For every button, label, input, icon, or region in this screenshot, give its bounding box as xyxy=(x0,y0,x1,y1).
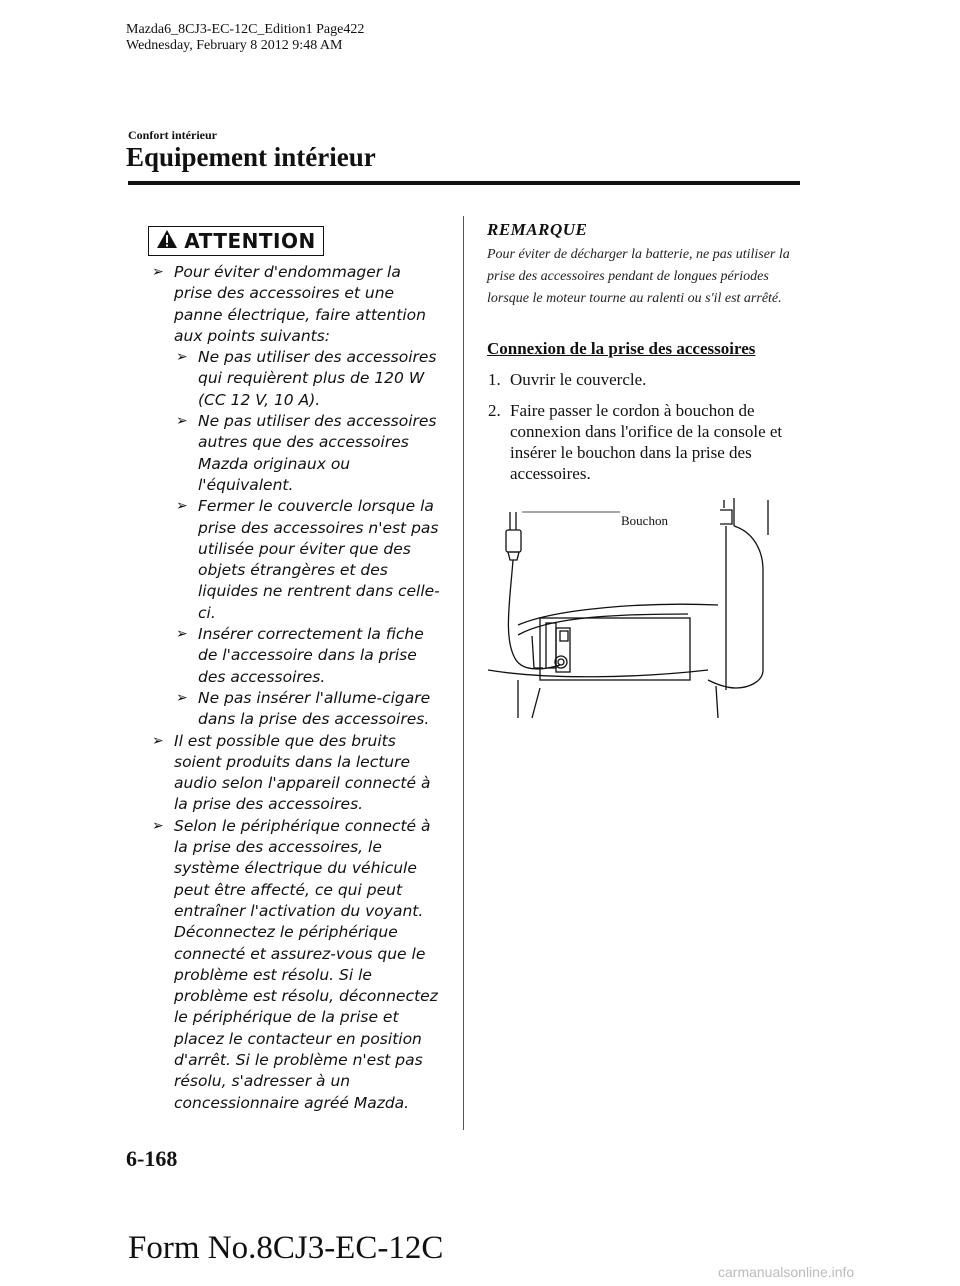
step-number: 1. xyxy=(488,370,501,389)
watermark: carmanualsonline.info xyxy=(718,1264,855,1280)
attention-item-damage xyxy=(150,262,442,731)
attention-subitem: ➢ Ne pas insérer l'allume-cigare dans la prise des accessoires. xyxy=(174,688,442,731)
note-body: Pour éviter de décharger la batterie, ne pas utiliser la prise des accessoires pendant de longues périodes lorsque le moteur tourne au ralenti ou s'il est arrêté. xyxy=(487,247,790,306)
attention-label: ATTENTION xyxy=(184,229,316,253)
print-meta-line2: Wednesday, February 8 2012 9:48 AM xyxy=(126,38,343,53)
warning-triangle-icon xyxy=(156,229,178,254)
attention-subitem: ➢ Fermer le couvercle lorsque la prise des accessoires n'est pas utilisée pour éviter que des objets étrangères et des liquides ne rentrent dans celle-ci. xyxy=(174,496,442,624)
attention-box xyxy=(148,226,324,256)
attention-list xyxy=(150,262,442,1114)
title-rule xyxy=(128,181,800,185)
column-divider xyxy=(463,216,464,1130)
figure-label-bouchon: Bouchon xyxy=(621,513,668,528)
step-2 xyxy=(488,400,800,484)
connection-heading: Connexion de la prise des accessoires xyxy=(487,339,756,358)
step-text: Faire passer le cordon à bouchon de connexion dans l'orifice de la console et insérer le bouchon dans la prise des accessoires. xyxy=(510,401,783,483)
print-meta-line1: Mazda6_8CJ3-EC-12C_Edition1 Page422 xyxy=(126,22,365,37)
attention-subitem: ➢ Insérer correctement la fiche de l'accessoire dans la prise des accessoires. xyxy=(174,624,442,688)
section-label: Confort intérieur xyxy=(128,128,217,142)
attention-item-noise: ➢ Il est possible que des bruits soient produits dans la lecture audio selon l'appareil connecté à la prise des accessoires. xyxy=(150,731,442,816)
attention-item-electrical: ➢ Selon le périphérique connecté à la prise des accessoires, le système électrique du véhicule peut être affecté, ce qui peut entraîner l'activation du voyant. Déconnectez le périphérique connecté et assurez-vous que le problème est résolu. Si le problème est résolu, déconnectez le périphérique de la prise et placez le contacteur en position d'arrêt. Si le problème n'est pas résolu, s'adresser à un concessionnaire agréé Mazda. xyxy=(150,816,442,1114)
step-1 xyxy=(488,369,800,390)
connection-steps xyxy=(488,369,800,494)
print-meta xyxy=(126,22,364,54)
page-title: Equipement intérieur xyxy=(126,142,376,172)
attention-item-text: ➢ Pour éviter d'endommager la prise des accessoires et une panne électrique, faire attention aux points suivants: xyxy=(174,263,426,345)
attention-subitem: ➢ Ne pas utiliser des accessoires qui requièrent plus de 120 W (CC 12 V, 10 A). xyxy=(174,347,442,411)
note-title: REMARQUE xyxy=(487,220,588,239)
page-number: 6-168 xyxy=(126,1146,178,1171)
form-number: Form No.8CJ3-EC-12C xyxy=(128,1230,444,1266)
step-text: Ouvrir le couvercle. xyxy=(510,370,647,389)
attention-subitem: ➢ Ne pas utiliser des accessoires autres que des accessoires Mazda originaux ou l'équivalent. xyxy=(174,411,442,496)
step-number: 2. xyxy=(488,401,501,420)
